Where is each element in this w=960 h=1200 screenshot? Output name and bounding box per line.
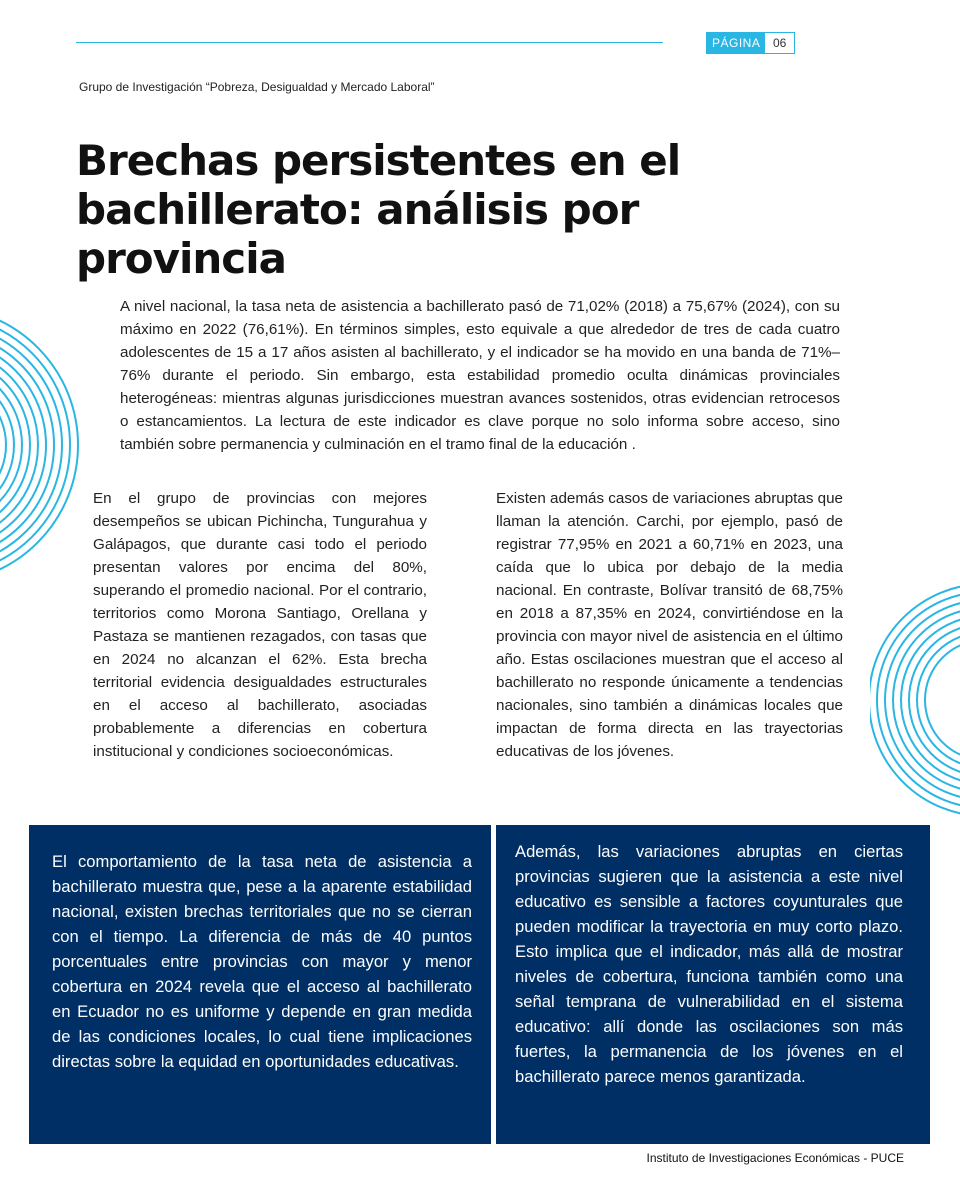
research-group-name: Grupo de Investigación “Pobreza, Desigualdad y Mercado Laboral” [79, 80, 435, 94]
left-column-paragraph: En el grupo de provincias con mejores desempeños se ubican Pichincha, Tungurahua y Galápagos, que durante casi todo el periodo presentan valores por encima del 80%, superando el promedio nacional. Por el contrario, territorios como Morona Santiago, Orellana y Pastaza se mantienen rezagados, con tasas que en 2024 no alcanzan el 62%. Esta brecha territorial evidencia desigualdades estructurales en el acceso al bachillerato, asociadas probablemente a diferencias en cobertura institucional y condiciones socioeconómicas. [93, 490, 427, 760]
footer-institution: Instituto de Investigaciones Económicas - PUCE [646, 1151, 904, 1165]
header-rule [76, 42, 663, 43]
intro-paragraph: A nivel nacional, la tasa neta de asistencia a bachillerato pasó de 71,02% (2018) a 75,67% (2024), con su máximo en 2022 (76,61%). En términos simples, esto equivale a que alrededor de tres de cada cuatro adolescentes de 15 a 17 años asisten al bachillerato, y el indicador se ha movido en una banda de 71%–76% durante el periodo. Sin embargo, esta estabilidad promedio oculta dinámicas provinciales heterogéneas: mientras algunas jurisdicciones muestran avances sostenidos, otras evidencian retrocesos o estancamientos. La lectura de este indicador es clave porque no solo informa sobre acceso, sino también sobre permanencia y culminación en el tramo final de la educación . [120, 298, 840, 453]
highlight-right-text: Además, las variaciones abruptas en ciertas provincias sugieren que la asistencia a este nivel educativo es sensible a factores coyunturales que pueden modificar la trayectoria en muy corto plazo. Esto implica que el indicador, más allá de mostrar niveles de cobertura, funciona también como una señal temprana de vulnerabilidad en el sistema educativo: allí donde las oscilaciones son más fuertes, la permanencia de los jóvenes en el bachillerato parece menos garantizada. [515, 842, 903, 1086]
highlight-box-left [29, 825, 491, 1144]
page-label: PÁGINA [707, 33, 765, 53]
page-badge [706, 32, 795, 54]
article-title: Brechas persistentes en el bachillerato: análisis por provincia [76, 136, 681, 283]
highlight-box-right [496, 825, 930, 1144]
highlight-left-text: El comportamiento de la tasa neta de asistencia a bachillerato muestra que, pese a la aparente estabilidad nacional, existen brechas territoriales que no se cierran con el tiempo. La diferencia de más de 40 puntos porcentuales entre provincias con mayor y menor cobertura en 2024 revela que el acceso al bachillerato en Ecuador no es uniforme y depende en gran medida de las condiciones locales, lo cual tiene implicaciones directas sobre la equidad en oportunidades educativas. [52, 852, 472, 1071]
right-column-paragraph: Existen además casos de variaciones abruptas que llaman la atención. Carchi, por ejemplo, pasó de registrar 77,95% en 2021 a 60,71% en 2023, una caída que lo ubica por debajo de la media nacional. En contraste, Bolívar transitó de 68,75% en 2018 a 87,35% en 2024, convirtiéndose en la provincia con mayor nivel de asistencia en el último año. Estas oscilaciones muestran que el acceso al bachillerato no responde únicamente a tendencias nacionales, sino también a dinámicas locales que impactan de forma directa en las trayectorias educativas de los jóvenes. [496, 490, 843, 760]
right-rings-decoration [870, 570, 960, 840]
page-number: 06 [765, 33, 794, 53]
left-rings-decoration [0, 290, 80, 600]
